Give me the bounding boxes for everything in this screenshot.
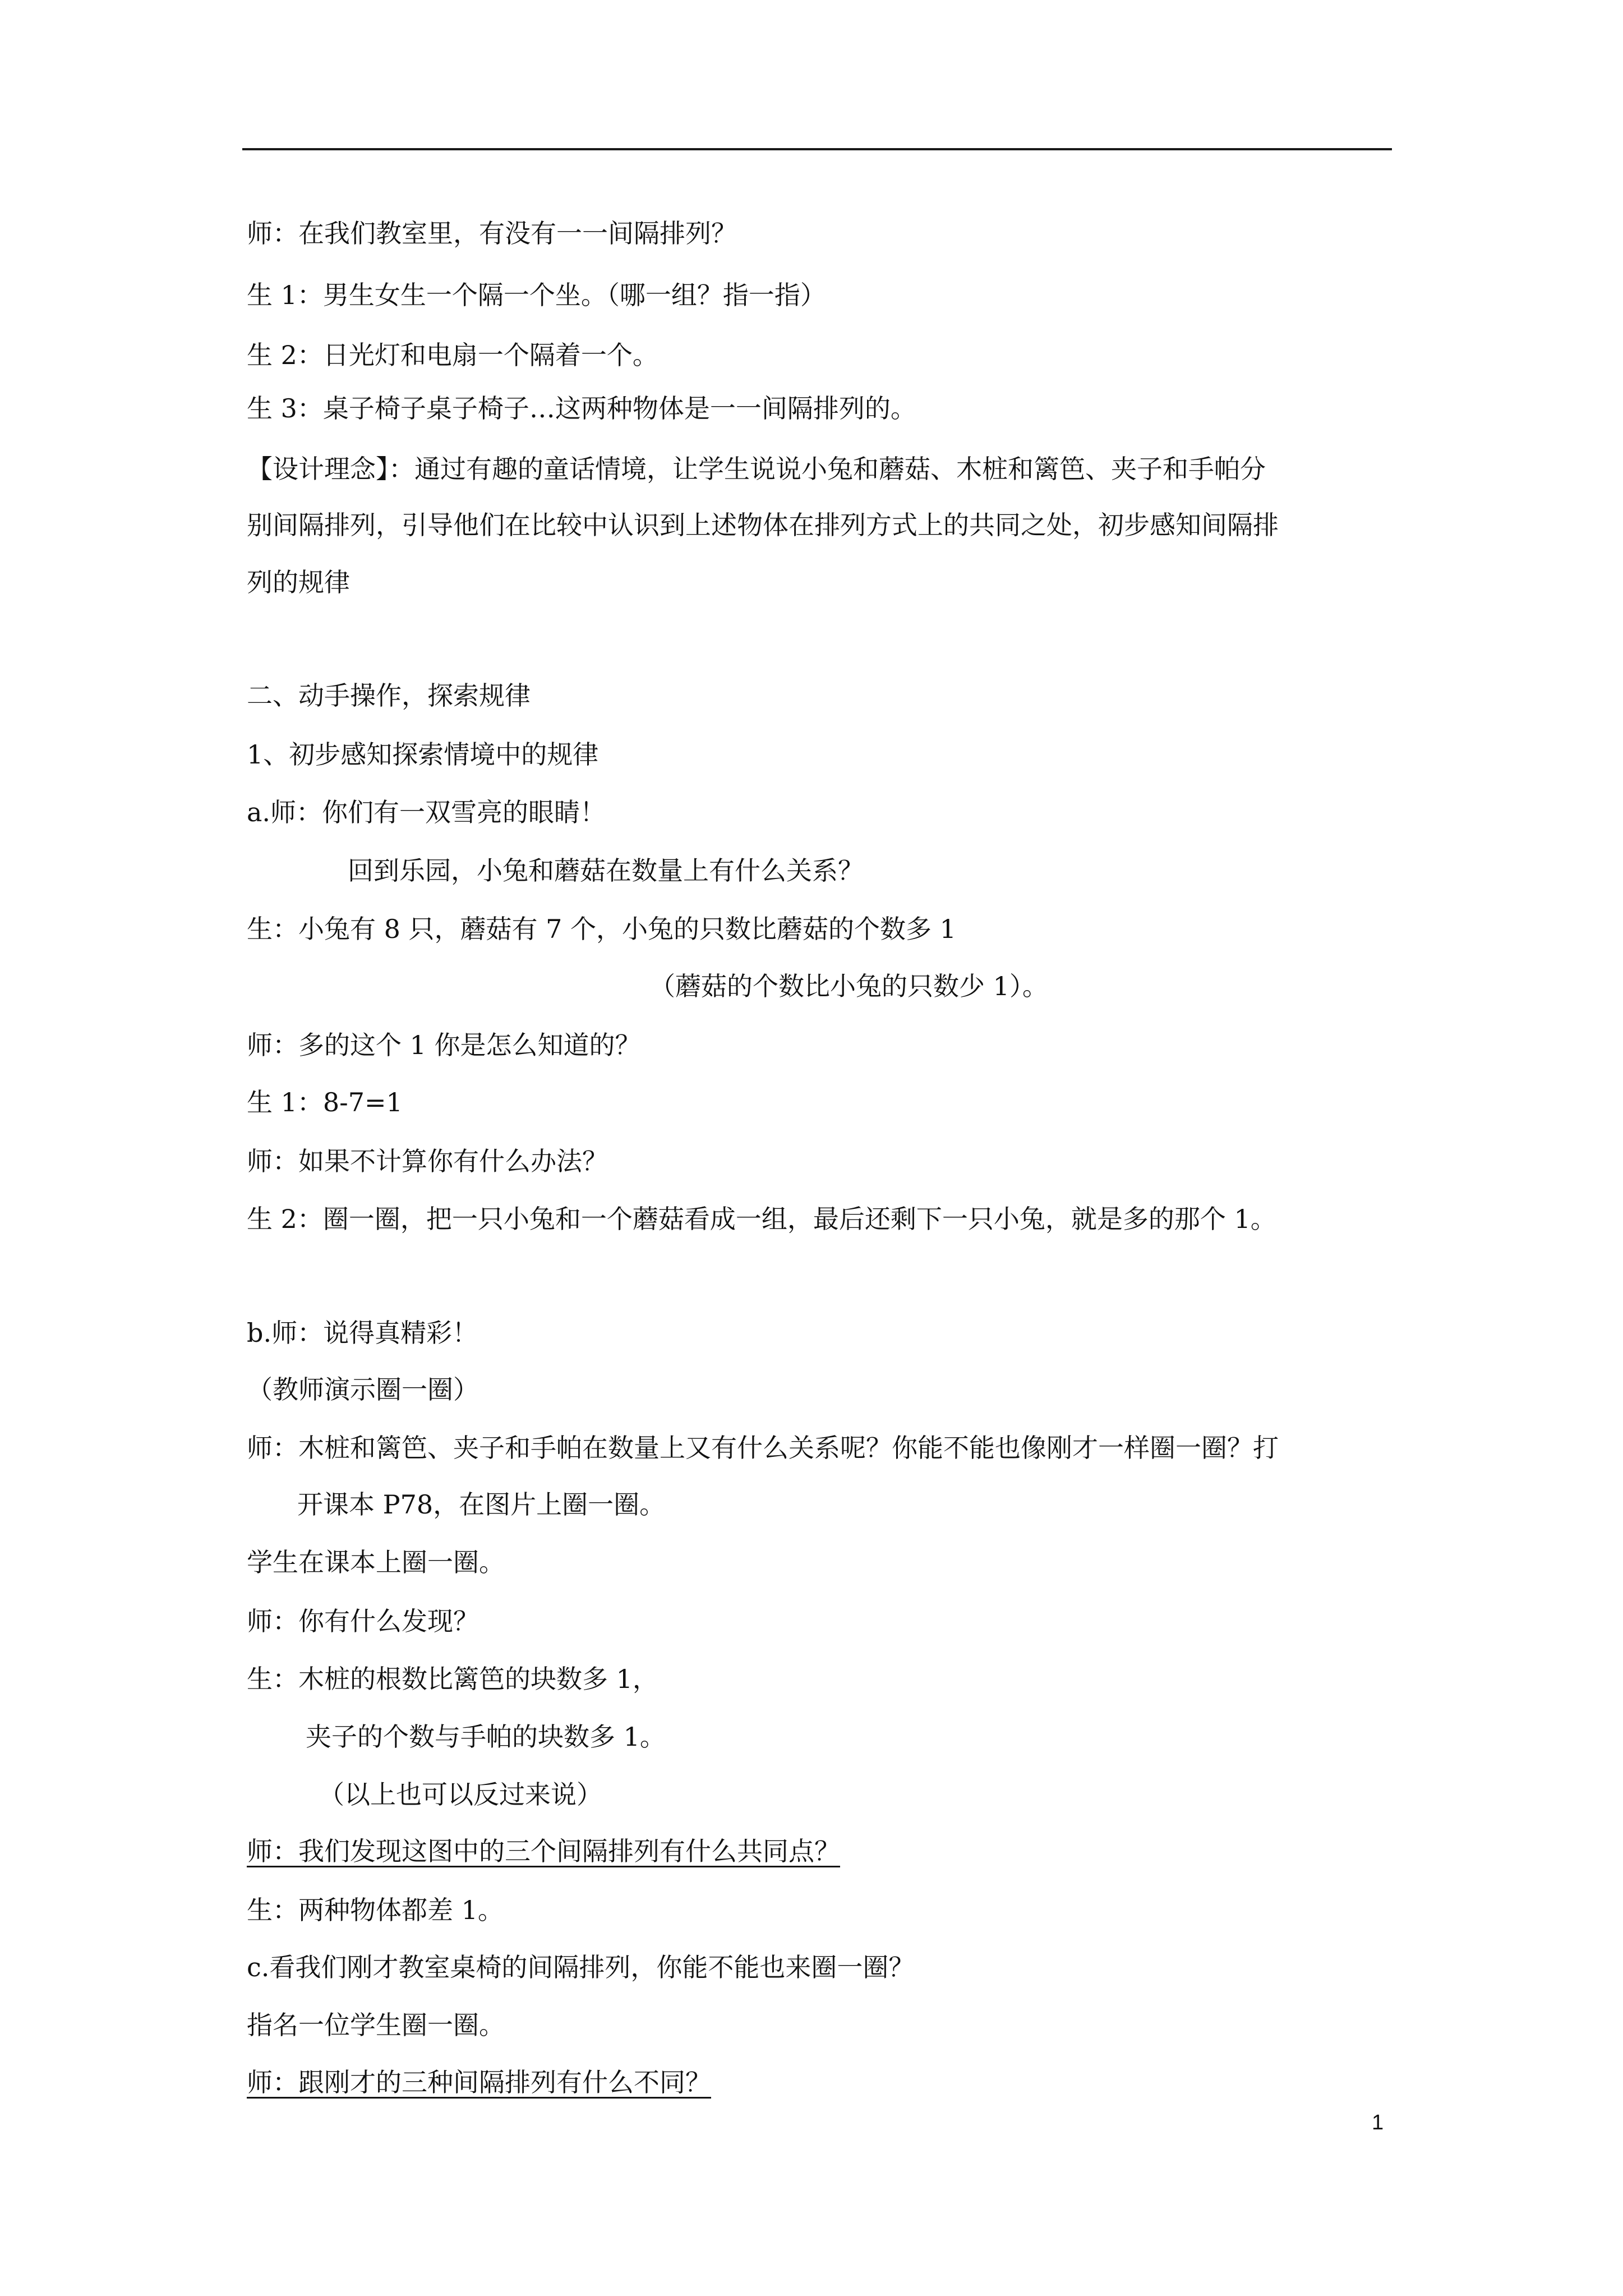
dialogue-line: b.师：说得真精彩！ xyxy=(247,1318,478,1348)
header-rule xyxy=(242,148,1392,150)
dialogue-line: 生 1：男生女生一个隔一个坐。（哪一组？指一指） xyxy=(247,280,826,310)
dialogue-line: 指名一位学生圈一圈。 xyxy=(247,2010,505,2040)
dialogue-line: c.看我们刚才教室桌椅的间隔排列，你能不能也来圈一圈？ xyxy=(247,1952,915,1982)
design-concept-line: 列的规律 xyxy=(247,567,350,597)
design-concept-line: 别间隔排列，引导他们在比较中认识到上述物体在排列方式上的共同之处，初步感知间隔排 xyxy=(247,510,1279,540)
dialogue-line: 生：木桩的根数比篱笆的块数多 1， xyxy=(247,1664,658,1694)
dialogue-line: 生 2：圈一圈，把一只小兔和一个蘑菇看成一组，最后还剩下一只小兔，就是多的那个 1。 xyxy=(247,1204,1276,1234)
dialogue-line: 回到乐园，小兔和蘑菇在数量上有什么关系？ xyxy=(348,855,864,886)
subsection-heading: 1、初步感知探索情境中的规律 xyxy=(247,739,599,770)
section-heading: 二、动手操作，探索规律 xyxy=(247,680,531,711)
dialogue-line: 生 2：日光灯和电扇一个隔着一个。 xyxy=(247,340,658,370)
dialogue-line: （以上也可以反过来说） xyxy=(319,1779,602,1810)
dialogue-line: 师：如果不计算你有什么办法？ xyxy=(247,1146,608,1176)
dialogue-line: 夹子的个数与手帕的块数多 1。 xyxy=(306,1722,666,1752)
dialogue-line: 师：在我们教室里，有没有一一间隔排列？ xyxy=(247,218,737,249)
design-concept-line: 【设计理念】：通过有趣的童话情境，让学生说说小兔和蘑菇、木桩和篱笆、夹子和手帕分 xyxy=(247,454,1266,484)
dialogue-line: a.师：你们有一双雪亮的眼睛！ xyxy=(247,797,606,827)
dialogue-line: 师：多的这个 1 你是怎么知道的？ xyxy=(247,1030,641,1060)
page-number: 1 xyxy=(1372,2111,1384,2134)
dialogue-line: 学生在课本上圈一圈。 xyxy=(247,1547,505,1577)
dialogue-line: 生 3：桌子椅子桌子椅子…这两种物体是一一间隔排列的。 xyxy=(247,393,916,424)
dialogue-line: （教师演示圈一圈） xyxy=(247,1374,479,1405)
dialogue-line: 生：小兔有 8 只，蘑菇有 7 个，小兔的只数比蘑菇的个数多 1 xyxy=(247,914,956,944)
dialogue-line: 师：木桩和篱笆、夹子和手帕在数量上又有什么关系呢？你能不能也像刚才一样圈一圈？打 xyxy=(247,1433,1279,1463)
dialogue-line: 开课本 P78，在图片上圈一圈。 xyxy=(297,1489,666,1520)
dialogue-line: 生 1：8-7=1 xyxy=(247,1087,403,1117)
underlined-question: 师：我们发现这图中的三个间隔排列有什么共同点？ xyxy=(247,1836,840,1866)
dialogue-line: 师：你有什么发现？ xyxy=(247,1606,479,1636)
dialogue-line: （蘑菇的个数比小兔的只数少 1）。 xyxy=(649,971,1048,1001)
dialogue-line: 生：两种物体都差 1。 xyxy=(247,1895,504,1925)
underlined-question: 师：跟刚才的三种间隔排列有什么不同？ xyxy=(247,2067,711,2097)
